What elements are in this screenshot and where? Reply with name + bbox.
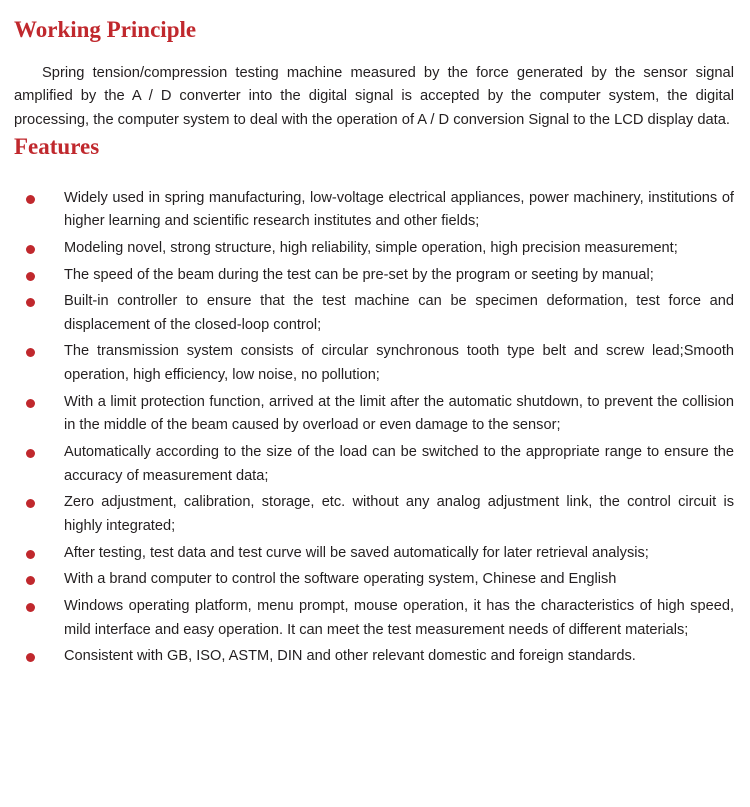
bullet-icon <box>26 576 35 585</box>
feature-list-item-text: Widely used in spring manufacturing, low-voltage electrical appliances, power machinery, institutions of higher learning and scientific research institutes and other fields; <box>64 189 734 230</box>
working-principle-paragraph: Spring tension/compression testing machine measured by the force generated by the sensor signal amplified by the A / D converter into the digital signal is accepted by the computer system, the digital processing, the computer system to deal with the operation of A / D conversion Signal to the LCD display data. <box>14 64 734 129</box>
bullet-icon <box>26 603 35 612</box>
feature-list-item <box>14 237 736 261</box>
feature-list-item <box>14 595 736 642</box>
feature-list-item-text: Built-in controller to ensure that the test machine can be specimen deformation, test force and displacement of the closed-loop control; <box>64 293 734 333</box>
bullet-icon <box>26 348 35 357</box>
features-heading: Features <box>14 134 100 160</box>
feature-list-item-text: Zero adjustment, calibration, storage, etc. without any analog adjustment link, the control circuit is highly integrated; <box>64 494 734 534</box>
feature-list-item <box>14 264 736 288</box>
feature-list-item-text: With a brand computer to control the software operating system, Chinese and English <box>64 571 617 588</box>
feature-list-item-text: The transmission system consists of circular synchronous tooth type belt and screw lead;Smooth operation, high efficiency, low noise, no pollution; <box>64 343 734 384</box>
working-principle-heading: Working Principle <box>14 17 197 42</box>
feature-list-item-text: Modeling novel, strong structure, high reliability, simple operation, high precision measurement; <box>64 239 678 256</box>
feature-list-item <box>14 187 736 234</box>
feature-list-item <box>14 441 736 488</box>
bullet-icon <box>26 399 35 408</box>
bullet-icon <box>26 245 35 254</box>
feature-list-item <box>14 542 736 566</box>
feature-list-item-text: Windows operating platform, menu prompt, mouse operation, it has the characteristics of high speed, mild interface and easy operation. It can meet the test measurement needs of different materials; <box>64 597 734 638</box>
feature-list-item-text: Automatically according to the size of the load can be switched to the appropriate range to ensure the accuracy of measurement data; <box>64 444 734 484</box>
feature-list-item-text: Consistent with GB, ISO, ASTM, DIN and other relevant domestic and foreign standards. <box>64 648 636 665</box>
bullet-icon <box>26 298 35 307</box>
bullet-icon <box>26 550 35 559</box>
bullet-icon <box>26 449 35 458</box>
bullet-icon <box>26 272 35 281</box>
feature-list-item-text: With a limit protection function, arrived at the limit after the automatic shutdown, to prevent the collision in the middle of the beam caused by overload or even damage to the sensor; <box>64 393 734 434</box>
feature-list-item <box>14 568 736 592</box>
feature-list-item <box>14 645 736 669</box>
features-list <box>14 187 736 669</box>
feature-list-item <box>14 391 736 438</box>
bullet-icon <box>26 653 35 662</box>
bullet-icon <box>26 499 35 508</box>
bullet-icon <box>26 195 35 204</box>
feature-list-item-text: After testing, test data and test curve will be saved automatically for later retrieval analysis; <box>64 544 649 561</box>
feature-list-item <box>14 340 736 387</box>
feature-list-item <box>14 290 736 337</box>
feature-list-item-text: The speed of the beam during the test can be pre-set by the program or seeting by manual; <box>64 266 654 283</box>
feature-list-item <box>14 491 736 538</box>
